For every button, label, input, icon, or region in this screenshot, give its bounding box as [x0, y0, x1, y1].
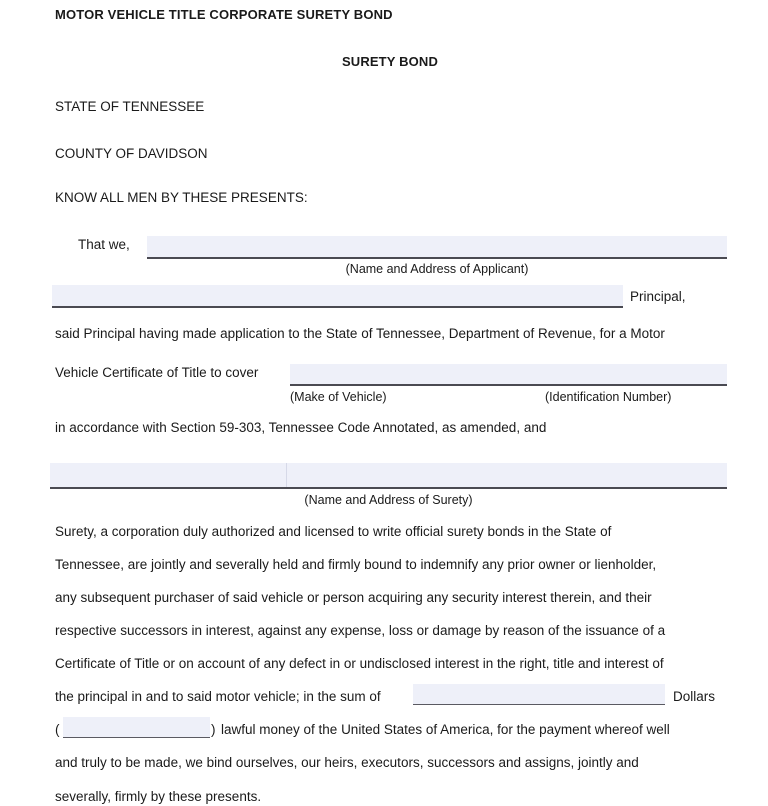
sum-of-label: the principal in and to said motor vehicle; in the sum of — [55, 689, 381, 704]
recital-line-8: and truly to be made, we bind ourselves, our heirs, executors, successors and assigns, jointly and — [55, 755, 639, 770]
principal-label: Principal, — [630, 289, 686, 304]
state-line: STATE OF TENNESSEE — [55, 99, 205, 114]
applicant-field-caption: (Name and Address of Applicant) — [345, 262, 529, 276]
document-title: MOTOR VEHICLE TITLE CORPORATE SURETY BOND — [55, 7, 393, 22]
surety-name-address-field[interactable] — [50, 463, 727, 489]
recital-line-5: Certificate of Title or on account of any defect in or undisclosed interest in the right, title and interest of — [55, 656, 664, 671]
that-we-label: That we, — [78, 237, 130, 252]
know-all-men-line: KNOW ALL MEN BY THESE PRESENTS: — [55, 190, 308, 205]
vehicle-certificate-label: Vehicle Certificate of Title to cover — [55, 365, 259, 380]
make-of-vehicle-field[interactable] — [290, 364, 727, 386]
dollars-label: Dollars — [673, 689, 716, 704]
principal-field[interactable] — [52, 285, 623, 308]
section-heading: SURETY BOND — [341, 54, 439, 69]
recital-line-7-suffix: lawful money of the United States of America, for the payment whereof well — [221, 722, 670, 737]
sum-amount-words-field[interactable] — [413, 684, 665, 705]
open-paren-label: ( — [55, 722, 60, 737]
county-line: COUNTY OF DAVIDSON — [55, 146, 208, 161]
recital-line-2: Tennessee, are jointly and severally held and firmly bound to indemnify any prior owner or lienholder, — [55, 557, 657, 572]
surety-field-divider — [286, 463, 287, 487]
identification-number-caption: (Identification Number) — [545, 390, 672, 404]
application-statement-line: said Principal having made application to the State of Tennessee, Department of Revenue, for a Motor — [55, 326, 665, 341]
applicant-name-address-field[interactable] — [147, 236, 727, 259]
surety-field-caption: (Name and Address of Surety) — [304, 493, 473, 507]
close-paren-label: ) — [211, 722, 216, 737]
sum-amount-figures-field[interactable] — [63, 717, 210, 738]
recital-line-3: any subsequent purchaser of said vehicle or person acquiring any security interest therein, and their — [55, 590, 652, 605]
recital-line-4: respective successors in interest, against any expense, loss or damage by reason of the issuance of a — [55, 623, 666, 638]
make-of-vehicle-caption: (Make of Vehicle) — [290, 390, 387, 404]
recital-line-1: Surety, a corporation duly authorized and licensed to write official surety bonds in the State of — [55, 524, 612, 539]
statute-reference-line: in accordance with Section 59-303, Tennessee Code Annotated, as amended, and — [55, 420, 547, 435]
recital-line-9: severally, firmly by these presents. — [55, 789, 262, 804]
